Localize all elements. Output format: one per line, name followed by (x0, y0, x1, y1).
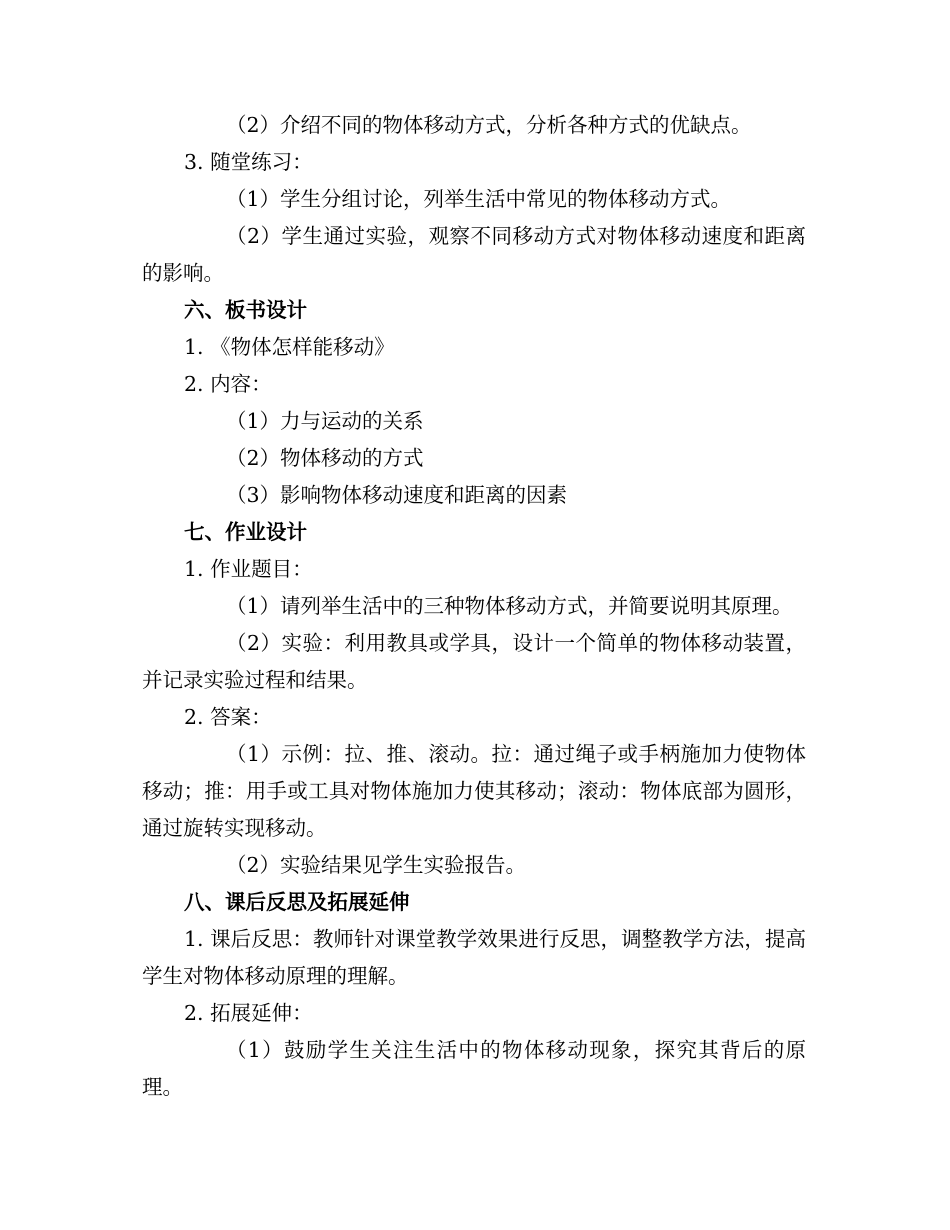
paragraph-practice-title: 3. 随堂练习： (184, 150, 313, 174)
document-body (142, 107, 806, 1106)
paragraph-answer-title: 2. 答案： (184, 705, 272, 729)
paragraph-reflection: 1. 课后反思：教师针对课堂教学效果进行反思，调整教学方法，提高学生对物体移动原理的理解。 (142, 927, 806, 988)
section-heading-board-design: 六、板书设计 (184, 298, 307, 322)
paragraph-answer-1: （1）示例：拉、推、滚动。拉：通过绳子或手柄施加力使物体移动；推：用手或工具对物体施加力使其移动；滚动：物体底部为圆形，通过旋转实现移动。 (142, 742, 806, 840)
paragraph-intro-movement-methods: （2）介绍不同的物体移动方式，分析各种方式的优缺点。 (226, 113, 752, 137)
paragraph-practice-1: （1）学生分组讨论，列举生活中常见的物体移动方式。 (226, 187, 732, 211)
paragraph-board-item-2: （2）物体移动的方式 (226, 446, 424, 470)
paragraph-extension-1: （1）鼓励学生关注生活中的物体移动现象，探究其背后的原理。 (142, 1038, 806, 1099)
paragraph-extension-title: 2. 拓展延伸： (184, 1001, 313, 1025)
section-heading-reflection: 八、课后反思及拓展延伸 (184, 890, 410, 914)
paragraph-board-title: 1. 《物体怎样能移动》 (184, 335, 395, 359)
paragraph-practice-2: （2）学生通过实验，观察不同移动方式对物体移动速度和距离的影响。 (142, 224, 806, 285)
section-heading-homework: 七、作业设计 (184, 520, 307, 544)
paragraph-board-content: 2. 内容： (184, 372, 272, 396)
paragraph-answer-2: （2）实验结果见学生实验报告。 (226, 853, 527, 877)
paragraph-homework-2: （2）实验：利用教具或学具，设计一个简单的物体移动装置，并记录实验过程和结果。 (142, 631, 806, 692)
paragraph-homework-1: （1）请列举生活中的三种物体移动方式，并简要说明其原理。 (226, 594, 793, 618)
paragraph-board-item-3: （3）影响物体移动速度和距离的因素 (226, 483, 568, 507)
paragraph-board-item-1: （1）力与运动的关系 (226, 409, 424, 433)
paragraph-homework-title: 1. 作业题目： (184, 557, 313, 581)
